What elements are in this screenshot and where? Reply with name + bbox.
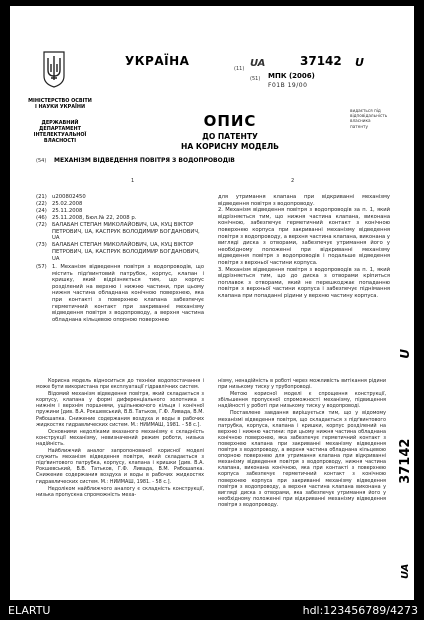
document-title: ОПИС [203, 112, 257, 130]
biblio-row: (21) u200802450 [36, 194, 86, 200]
description-paragraph: Відомий механізм відведення повітря, який складається з корпусу, клапана у формі диференціального золотника з нижнім і верхнім поршнями, ущільнюючого кільця і конічної пружини [див. В.А. Рокшевський, В.В. Татьков, Г.Ф. Ливада, В.М. Рябошапка. Снижение содержания воздуха и воды в рабочих жидкостях гидравлических систем. М.: НИИМАШ, 1981. - 58 с.]. [36, 391, 204, 428]
description-paragraph: Недоліком найближчого аналогу є складність конструкції, низька пропускна спроможність меха- [36, 485, 204, 498]
stamp-suffix: U [398, 349, 412, 359]
description-paragraph: Корисна модель відноситься до техніки водопостачання і може бути використана при експлуатації гідравлічних систем. [36, 378, 204, 391]
biblio-row: (46) 25.11.2008, Бюл.№ 22, 2008 р. [36, 214, 137, 221]
code-54: (54) [36, 158, 47, 164]
description-right [218, 378, 386, 509]
ministry-name: МІНІСТЕРСТВО ОСВІТИ І НАУКИ УКРАЇНИ [28, 98, 92, 110]
description-left [36, 378, 204, 499]
invention-title: МЕХАНІЗМ ВІДВЕДЕННЯ ПОВІТРЯ З ВОДОПРОВОДІВ [54, 157, 235, 164]
country-code: UA [250, 58, 266, 69]
stamp-number: 37142 [397, 438, 413, 484]
description-paragraph: Поставлене завдання вирішується тим, що у відомому механізмі відведення повітря, що складається з підґвинтового патрубка, корпуса, клапана і кришки, корпус розділений на верхню і нижню частини: при цьому нижня частина обладнана конічною поверхнею, яка забезпечує герметичний контакт з поверхнею клапана при закриванні механізму відведення повітря з водопроводу, а верхня частина обладнана кільцевою опорною поверхнею для утримання клапана при відкриванні механізму відведення повітря з водопроводу, нижня частина клапана, виконана конічною, яка при контакті з поверхнею корпуса забезпечує герметичний контакт з конічною поверхнею корпуса при закриванні механізму відведення повітря з водопроводу, а верхня частина клапана виконана у вигляді диска з отворами, яка забезпечує утримання його у необхідному положенні при відкриванні механізму відведення повітря з водопроводу. [218, 410, 386, 508]
stamp-prefix: UA [399, 563, 411, 579]
ipc-class: F01B 19/00 [268, 82, 308, 89]
biblio-row: (24) 25.11.2008 [36, 207, 83, 214]
claims-right: для утримання клапана при відкриванні механізму відведення повітря з водопроводу. 2. Механізм відведення повітря з водопроводів за п. 1, який відрізняється тим, що нижня частина клапана, виконана конічною, забезпечує герметичний контакт з конічною поверхнею корпуса при закриванні механізму відведення повітря з водопроводу, а верхня частина клапана, виконана у вигляді диска з отворами, забезпечує утримання його у необхідному положенні при відкриванні механізму відведення повітря з водопроводів і подальше відведення повітря з верхньої частини корпуса. 3. Механізм відведення повітря з водопроводів за п. 1, який відрізняється тим, що до диска з отворами кріпиться поплавок з отворами, який не перешкоджає попаданню повітря з верхньої частини корпуса і забезпечує піднімання клапана при попаданні рідини у верхню частину корпуса. [218, 194, 390, 299]
code-11: (11) [234, 66, 245, 72]
code-51: (51) [250, 76, 261, 82]
description-paragraph: Основними недоліками вказаного механізму є складність конструкції механізму, невизначений режим роботи, низька надійність. [36, 428, 204, 447]
bibliographic-data [36, 194, 204, 323]
coat-of-arms-icon [42, 50, 66, 88]
footer-source: ELARTU [8, 604, 51, 617]
biblio-row: (22) 25.02.2008 [36, 200, 83, 207]
biblio-row: (73) БАЛАБАН СТЕПАН МИКОЛАЙОВИЧ, UA, КУЦ ВІКТОР ПЕТРОВИЧ, UA, КАСПРУК ВОЛОДИМИР БОГДАНОВИЧ, UA [36, 242, 200, 263]
department-name: ДЕРЖАВНИЙ ДЕПАРТАМЕНТ ІНТЕЛЕКТУАЛЬНОЇ ВЛАСНОСТІ [33, 120, 87, 144]
patent-number: 37142 [300, 54, 342, 68]
publication-note: видається під відповідальність власника патенту [350, 108, 388, 129]
side-stamp [396, 351, 414, 581]
claims-left: (57) 1. Механізм відведення повітря з водопроводів, що містить підґвинтовий патрубок, корпус, клапан і кришку, який відрізняється тим, що корпус розділений на верхню і нижню частини, при цьому нижня частина обладнана конічною поверхнею, яка при контакті з поверхнею клапана забезпечує герметичний контакт при закриванні механізму відведення повітря з водопроводу, а верхня частина обладнана кільцевою опорною поверхнею [36, 264, 204, 323]
biblio-row: (72) БАЛАБАН СТЕПАН МИКОЛАЙОВИЧ, UA, КУЦ ВІКТОР ПЕТРОВИЧ, UA, КАСПРУК ВОЛОДИМИР БОГДАНОВИЧ, UA [36, 221, 200, 242]
country-name: УКРАЇНА [125, 54, 190, 68]
description-paragraph: Метою корисної моделі є спрощення конструкції, збільшення пропускної спроможності механізму, підвищення надійності у роботі при низькому тиску у водопроводі. [218, 391, 386, 410]
ipc-label: МПК (2006) [268, 72, 315, 80]
patent-page: УКРАЇНА МІНІСТЕРСТВО ОСВІТИ І НАУКИ УКРАЇНИ ДЕРЖАВНИЙ ДЕПАРТАМЕНТ ІНТЕЛЕКТУАЛЬНОЇ ВЛАСНОСТІ (11) UA 37142 U (51) МПК (2006) F01B 19/00 видається під відповідальність власника патенту ОПИС ДО ПАТЕНТУ НА КОРИСНУ МОДЕЛЬ (54) МЕХАНІЗМ ВІДВЕДЕННЯ ПОВІТРЯ З ВОДОПРОВОДІВ 1 2 (21) u200802450 (22) 25.02.2008 (24) 25.11.2008 (46) 25.11.2008, Бюл.№ 22, 2008 р. (72) БАЛАБАН СТЕПАН МИКОЛАЙОВИЧ, UA, КУЦ ВІКТОР ПЕТРОВИЧ, UA, КАСПРУК ВОЛОДИМИР БОГДАНОВИЧ, UA (73) БАЛАБАН СТЕПАН МИКОЛАЙОВИЧ, UA, КУЦ ВІКТОР ПЕТРОВИЧ, UA, КАСПРУК ВОЛОДИМИР БОГДАНОВИЧ, UA (57) 1. Механізм відведення повітря з водопроводів, що містить підґвинтовий патрубок, корпус, клапан і кришку, який відрізняється тим, що корпус розділений на верхню і нижню частини, при цьому нижня частина обладнана конічною поверхнею, яка при контакті з поверхнею клапана забезпечує герметичний контакт при закриванні механізму відведення повітря з водопроводу, а верхня частина обладнана кільцевою опорною поверхнею для утримання клапана при відкриванні механізму відведення повітря з водопроводу. 2. Механізм відведення повітря з водопроводів за п. 1, який відрізняється тим, що нижня частина клапана, виконана конічною, забезпечує герметичний контакт з конічною поверхнею корпуса при закриванні механізму відведення повітря з водопроводу, а верхня частина клапана, виконана у вигляді диска з отворами, забезпечує утримання його у необхідному положенні при відкриванні механізму відведення повітря з водопроводів і подальше відведення повітря з верхньої частини корпуса. 3. Механізм відведення повітря з водопроводів за п. 1, який відрізняється тим, що до диска з отворами кріпиться поплавок з отворами, який не перешкоджає попаданню повітря з верхньої частини корпуса і забезпечує піднімання клапана при попаданні рідини у верхню частину корпуса. Корисна модель відноситься до техніки водопостачання і може бути використана при експлуатації гідравлічних систем. Відомий механізм відведення повітря, який складається з корпусу, клапана у формі диференціального золотника з нижнім і верхнім поршнями, ущільнюючого кільця і конічної пружини [див. В.А. Рокшевський, В.В. Татьков, Г.Ф. Ливада, В.М. Рябошапка. Снижение содержания воздуха и воды в рабочих жидкостях гидравлических систем. М.: НИИМАШ, 1981. - 58 с.]. Основними недоліками вказаного механізму є складність конструкції механізму, невизначений режим роботи, низька надійність. Найближчий аналог запропонованої корисної моделі служить механізм відведення повітря, який складається з підґвинтового патрубка, корпусу, клапана і кришки [див. В.А. Рокшевський, В.В. Татьков, Г.Ф. Ливада, В.М. Рябошапка. Снижение содержания воздуха и воды в рабочих жидкостях гидравлических систем. М.: НИИМАШ, 1981. - 58 с.]. Недоліком найближчого аналогу є складність конструкції, низька пропускна спроможність меха- нізму, ненадійність в роботі через можливість витікання рідини при низькому тиску у трубопроводі. Метою корисної моделі є спрощення конструкції, збільшення пропускної спроможності механізму, підвищення надійності у роботі при низькому тиску у водопроводі. Поставлене завдання вирішується тим, що у відомому механізмі відведення повітря, що складається з підґвинтового патрубка, корпуса, клапана і кришки, корпус розділений на верхню і нижню частини: при цьому нижня частина обладнана конічною поверхнею, яка забезпечує герметичний контакт з поверхнею клапана при закриванні механізму відведення повітря з водопроводу, а верхня частина обладнана кільцевою опорною поверхнею для утримання клапана при відкриванні механізму відведення повітря з водопроводу, нижня частина клапана, виконана конічною, яка при контакті з поверхнею корпуса забезпечує герметичний контакт з конічною поверхнею корпуса при закриванні механізму відведення повітря з водопроводу, а верхня частина клапана виконана у вигляді диска з отворами, яка забезпечує утримання його у необхідному положенні при відкриванні механізму відведення повітря з водопроводу. UA 37142 U [10, 6, 414, 600]
description-paragraph: нізму, ненадійність в роботі через можливість витікання рідини при низькому тиску у трубопроводі. [218, 378, 386, 391]
footer-bar [0, 600, 424, 620]
document-subtitle: ДО ПАТЕНТУ НА КОРИСНУ МОДЕЛЬ [181, 132, 279, 151]
footer-handle: hdl:123456789/4273 [302, 604, 418, 617]
kind-code: U [355, 56, 364, 69]
description-paragraph: Найближчий аналог запропонованої корисної моделі служить механізм відведення повітря, який складається з підґвинтового патрубка, корпусу, клапана і кришки [див. В.А. Рокшевський, В.В. Татьков, Г.Ф. Ливада, В.М. Рябошапка. Снижение содержания воздуха и воды в рабочих жидкостях гидравлических систем. М.: НИИМАШ, 1981. - 58 с.]. [36, 448, 204, 485]
